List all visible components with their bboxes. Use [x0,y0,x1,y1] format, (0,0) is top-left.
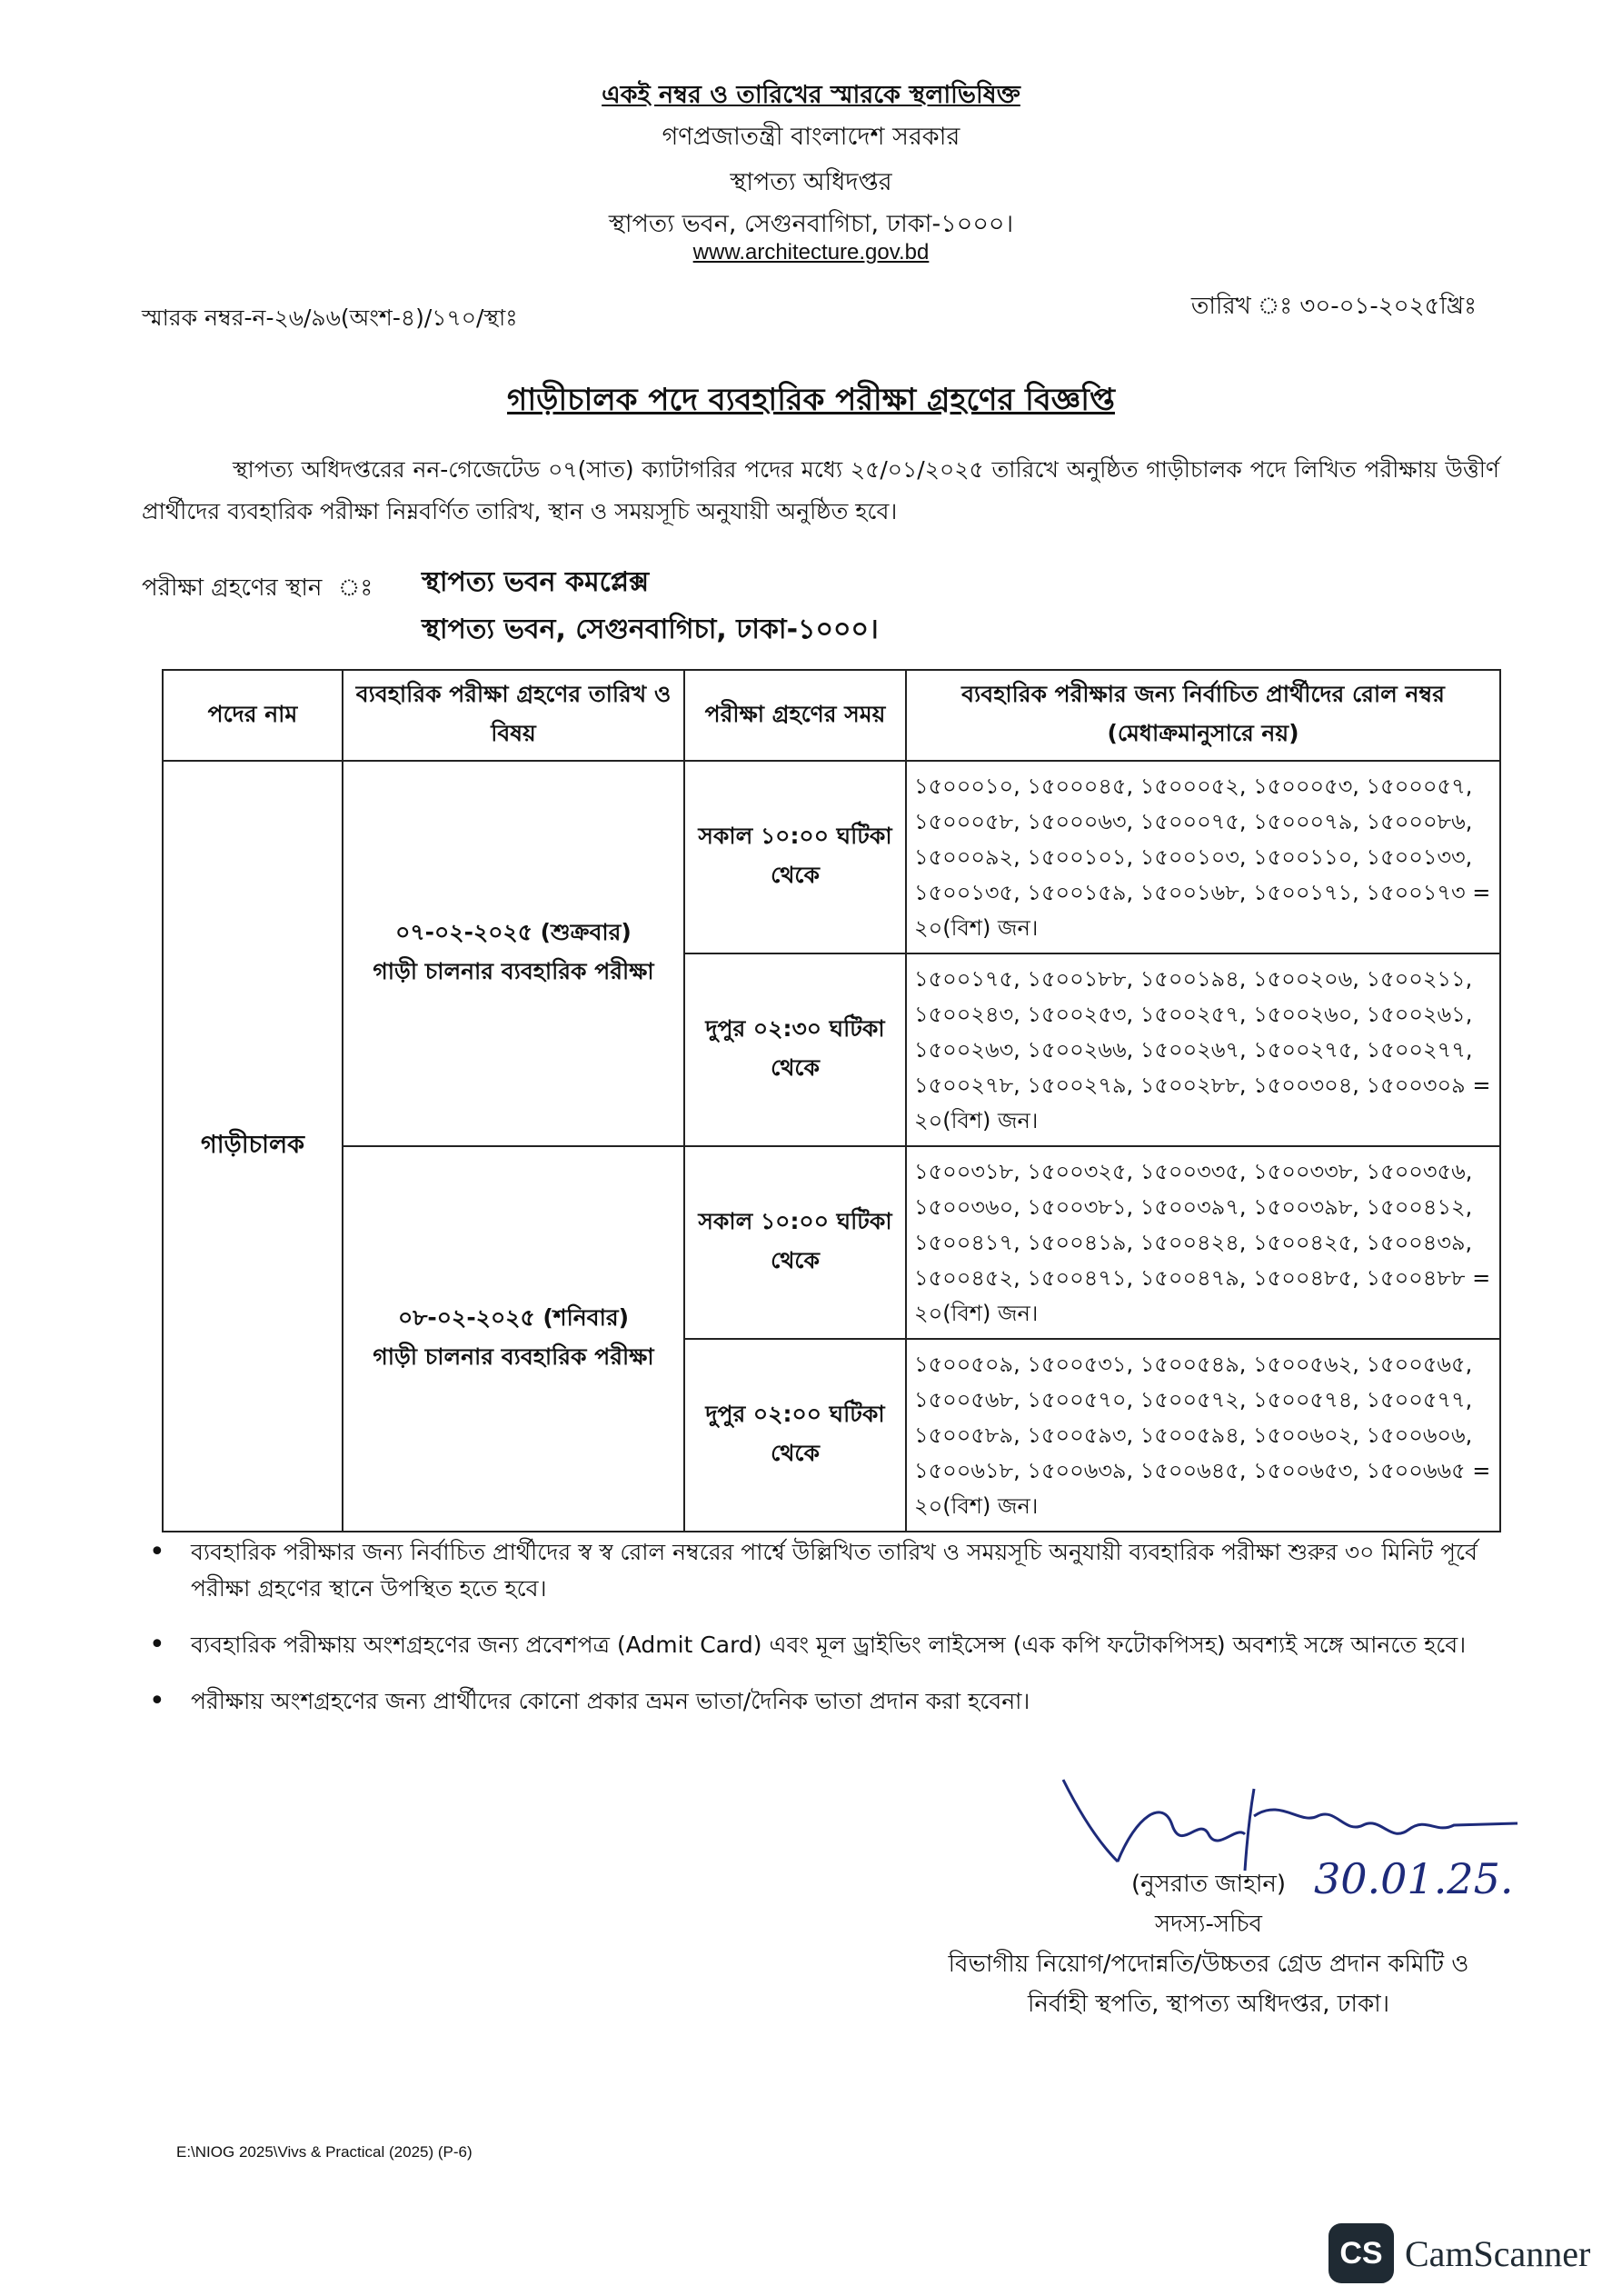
roll-numbers-cell: ১৫০০১৭৫, ১৫০০১৮৮, ১৫০০১৯৪, ১৫০০২০৬, ১৫০০২১১, ১৫০০২৪৩, ১৫০০২৫৩, ১৫০০২৫৭, ১৫০০২৬০, ১৫০০২৬১, ১৫০০২৬৩, ১৫০০২৬৬, ১৫০০২৬৭, ১৫০০২৭৫, ১৫০০২৭৭, ১৫০০২৭৮, ১৫০০২৭৯, ১৫০০২৮৮, ১৫০০৩০৪, ১৫০০৩০৯ = ২০(বিশ) জন। [906,953,1500,1146]
table-row [163,761,1500,953]
instructions-list [145,1534,1499,1740]
time-cell: দুপুর ০২:০০ ঘটিকা থেকে [684,1339,906,1532]
footer-file-path: E:\NIOG 2025\Vivs & Practical (2025) (P-6) [176,2143,473,2161]
govt-name: গণপ্রজাতন্ত্রী বাংলাদেশ সরকার [662,123,960,151]
signer-name: (নুসরাত জাহান) [1130,1871,1287,1898]
exam-date-2: ০৮-০২-২০২৫ (শনিবার) [397,1304,630,1331]
camscanner-watermark: CamScanner [1405,2233,1591,2274]
dept-address: স্থাপত্য ভবন, সেগুনবাগিচা, ঢাকা-১০০০। [608,210,1014,238]
time-cell: সকাল ১০:০০ ঘটিকা থেকে [684,761,906,953]
table-row [163,1146,1500,1339]
table-header-row [163,670,1500,761]
schedule-table [162,669,1501,1532]
date-cell-day-1 [343,761,684,1146]
camscanner-logo-icon: CS [1328,2223,1394,2283]
signer-designation: সদস্য-সচিব [1154,1911,1263,1938]
header-date: ব্যবহারিক পরীক্ষা গ্রহণের তারিখ ও বিষয় [343,670,684,761]
venue-separator: ঃ [338,574,373,602]
dept-name: স্থাপত্য অধিদপ্তর [730,168,892,196]
roll-numbers-cell: ১৫০০৫০৯, ১৫০০৫৩১, ১৫০০৫৪৯, ১৫০০৫৬২, ১৫০০৫৬৫, ১৫০০৫৬৮, ১৫০০৫৭০, ১৫০০৫৭২, ১৫০০৫৭৪, ১৫০০৫৭৭, ১৫০০৫৮৯, ১৫০০৫৯৩, ১৫০০৫৯৪, ১৫০০৬০২, ১৫০০৬০৬, ১৫০০৬১৮, ১৫০০৬৩৯, ১৫০০৬৪৫, ১৫০০৬৫৩, ১৫০০৬৬৫ = ২০(বিশ) জন। [906,1339,1500,1532]
time-cell: সকাল ১০:০০ ঘটিকা থেকে [684,1146,906,1339]
time-cell: দুপুর ০২:৩০ ঘটিকা থেকে [684,953,906,1146]
reissue-note: একই নম্বর ও তারিখের স্মারকে স্থলাভিষিক্ত [602,81,1020,109]
list-item: • ব্যবহারিক পরীক্ষায় অংশগ্রহণের জন্য প্রবেশপত্র (Admit Card) এবং মূল ড্রাইভিং লাইসেন্স (এক কপি ফটোকপিসহ) অবশ্যই সঙ্গে আনতে হবে। [145,1627,1499,1663]
exam-subject-1: গাড়ী চালনার ব্যবহারিক পরীক্ষা [373,958,654,984]
post-name-cell: গাড়ীচালক [163,761,343,1532]
header-time: পরীক্ষা গ্রহণের সময় [684,670,906,761]
page-title: গাড়ীচালক পদে ব্যবহারিক পরীক্ষা গ্রহণের বিজ্ঞপ্তি [507,382,1115,418]
date-cell-day-2 [343,1146,684,1532]
signature-date: 30.01.25. [1314,1854,1514,1903]
intro-paragraph: স্থাপত্য অধিদপ্তরের নন-গেজেটেড ০৭(সাত) ক্যাটাগরির পদের মধ্যে ২৫/০১/২০২৫ তারিখে অনুষ্ঠিত গাড়ীচালক পদে লিখিত পরীক্ষায় উত্তীর্ণ প্রার্থীদের ব্যবহারিক পরীক্ষা নিম্নবর্ণিত তারিখ, স্থান ও সময়সূচি অনুযায়ী অনুষ্ঠিত হবে। [142,456,1499,524]
venue-line-1: স্থাপত্য ভবন কমপ্লেক্স [422,566,650,598]
exam-subject-2: গাড়ী চালনার ব্যবহারিক পরীক্ষা [373,1343,654,1370]
list-item: • পরীক্ষায় অংশগ্রহণের জন্য প্রার্থীদের কোনো প্রকার ভ্রমন ভাতা/দৈনিক ভাতা প্রদান করা হবেনা। [145,1683,1499,1720]
signer-committee: বিভাগীয় নিয়োগ/পদোন্নতি/উচ্চতর গ্রেড প্রদান কমিটি ও [948,1951,1469,1978]
list-item: • ব্যবহারিক পরীক্ষার জন্য নির্বাচিত প্রার্থীদের স্ব স্ব রোল নম্বরের পার্শ্বে উল্লিখিত তারিখ ও সময়সূচি অনুযায়ী ব্যবহারিক পরীক্ষা শুরুর ৩০ মিনিট পূর্বে পরীক্ষা গ্রহণের স্থানে উপস্থিত হতে হবে। [145,1534,1499,1607]
roll-numbers-cell: ১৫০০০১০, ১৫০০০৪৫, ১৫০০০৫২, ১৫০০০৫৩, ১৫০০০৫৭, ১৫০০০৫৮, ১৫০০০৬৩, ১৫০০০৭৫, ১৫০০০৭৯, ১৫০০০৮৬, ১৫০০০৯২, ১৫০০১০১, ১৫০০১০৩, ১৫০০১১০, ১৫০০১৩৩, ১৫০০১৩৫, ১৫০০১৫৯, ১৫০০১৬৮, ১৫০০১৭১, ১৫০০১৭৩ = ২০(বিশ) জন। [906,761,1500,953]
header-rolls: ব্যবহারিক পরীক্ষার জন্য নির্বাচিত প্রার্থীদের রোল নম্বর (মেধাক্রমানুসারে নয়) [906,670,1500,761]
memo-date: তারিখ ঃ ৩০-০১-২০২৫খ্রিঃ [1190,293,1477,320]
roll-numbers-cell: ১৫০০৩১৮, ১৫০০৩২৫, ১৫০০৩৩৫, ১৫০০৩৩৮, ১৫০০৩৫৬, ১৫০০৩৬০, ১৫০০৩৮১, ১৫০০৩৯৭, ১৫০০৩৯৮, ১৫০০৪১২, ১৫০০৪১৭, ১৫০০৪১৯, ১৫০০৪২৪, ১৫০০৪২৫, ১৫০০৪৩৯, ১৫০০৪৫২, ১৫০০৪৭১, ১৫০০৪৭৯, ১৫০০৪৮৫, ১৫০০৪৮৮ = ২০(বিশ) জন। [906,1146,1500,1339]
memo-number: স্মারক নম্বর-ন-২৬/৯৬(অংশ-৪)/১৭০/স্থাঃ [142,304,518,331]
signer-office: নির্বাহী স্থপতি, স্থাপত্য অধিদপ্তর, ঢাকা। [1027,1991,1390,2018]
venue-line-2: স্থাপত্য ভবন, সেগুনবাগিচা, ঢাকা-১০০০। [422,614,879,645]
header-post: পদের নাম [163,670,343,761]
venue-label: পরীক্ষা গ্রহণের স্থান [142,574,323,602]
exam-date-1: ০৭-০২-২০২৫ (শুক্রবার) [395,919,632,945]
website-link[interactable]: www.architecture.gov.bd [692,240,930,265]
